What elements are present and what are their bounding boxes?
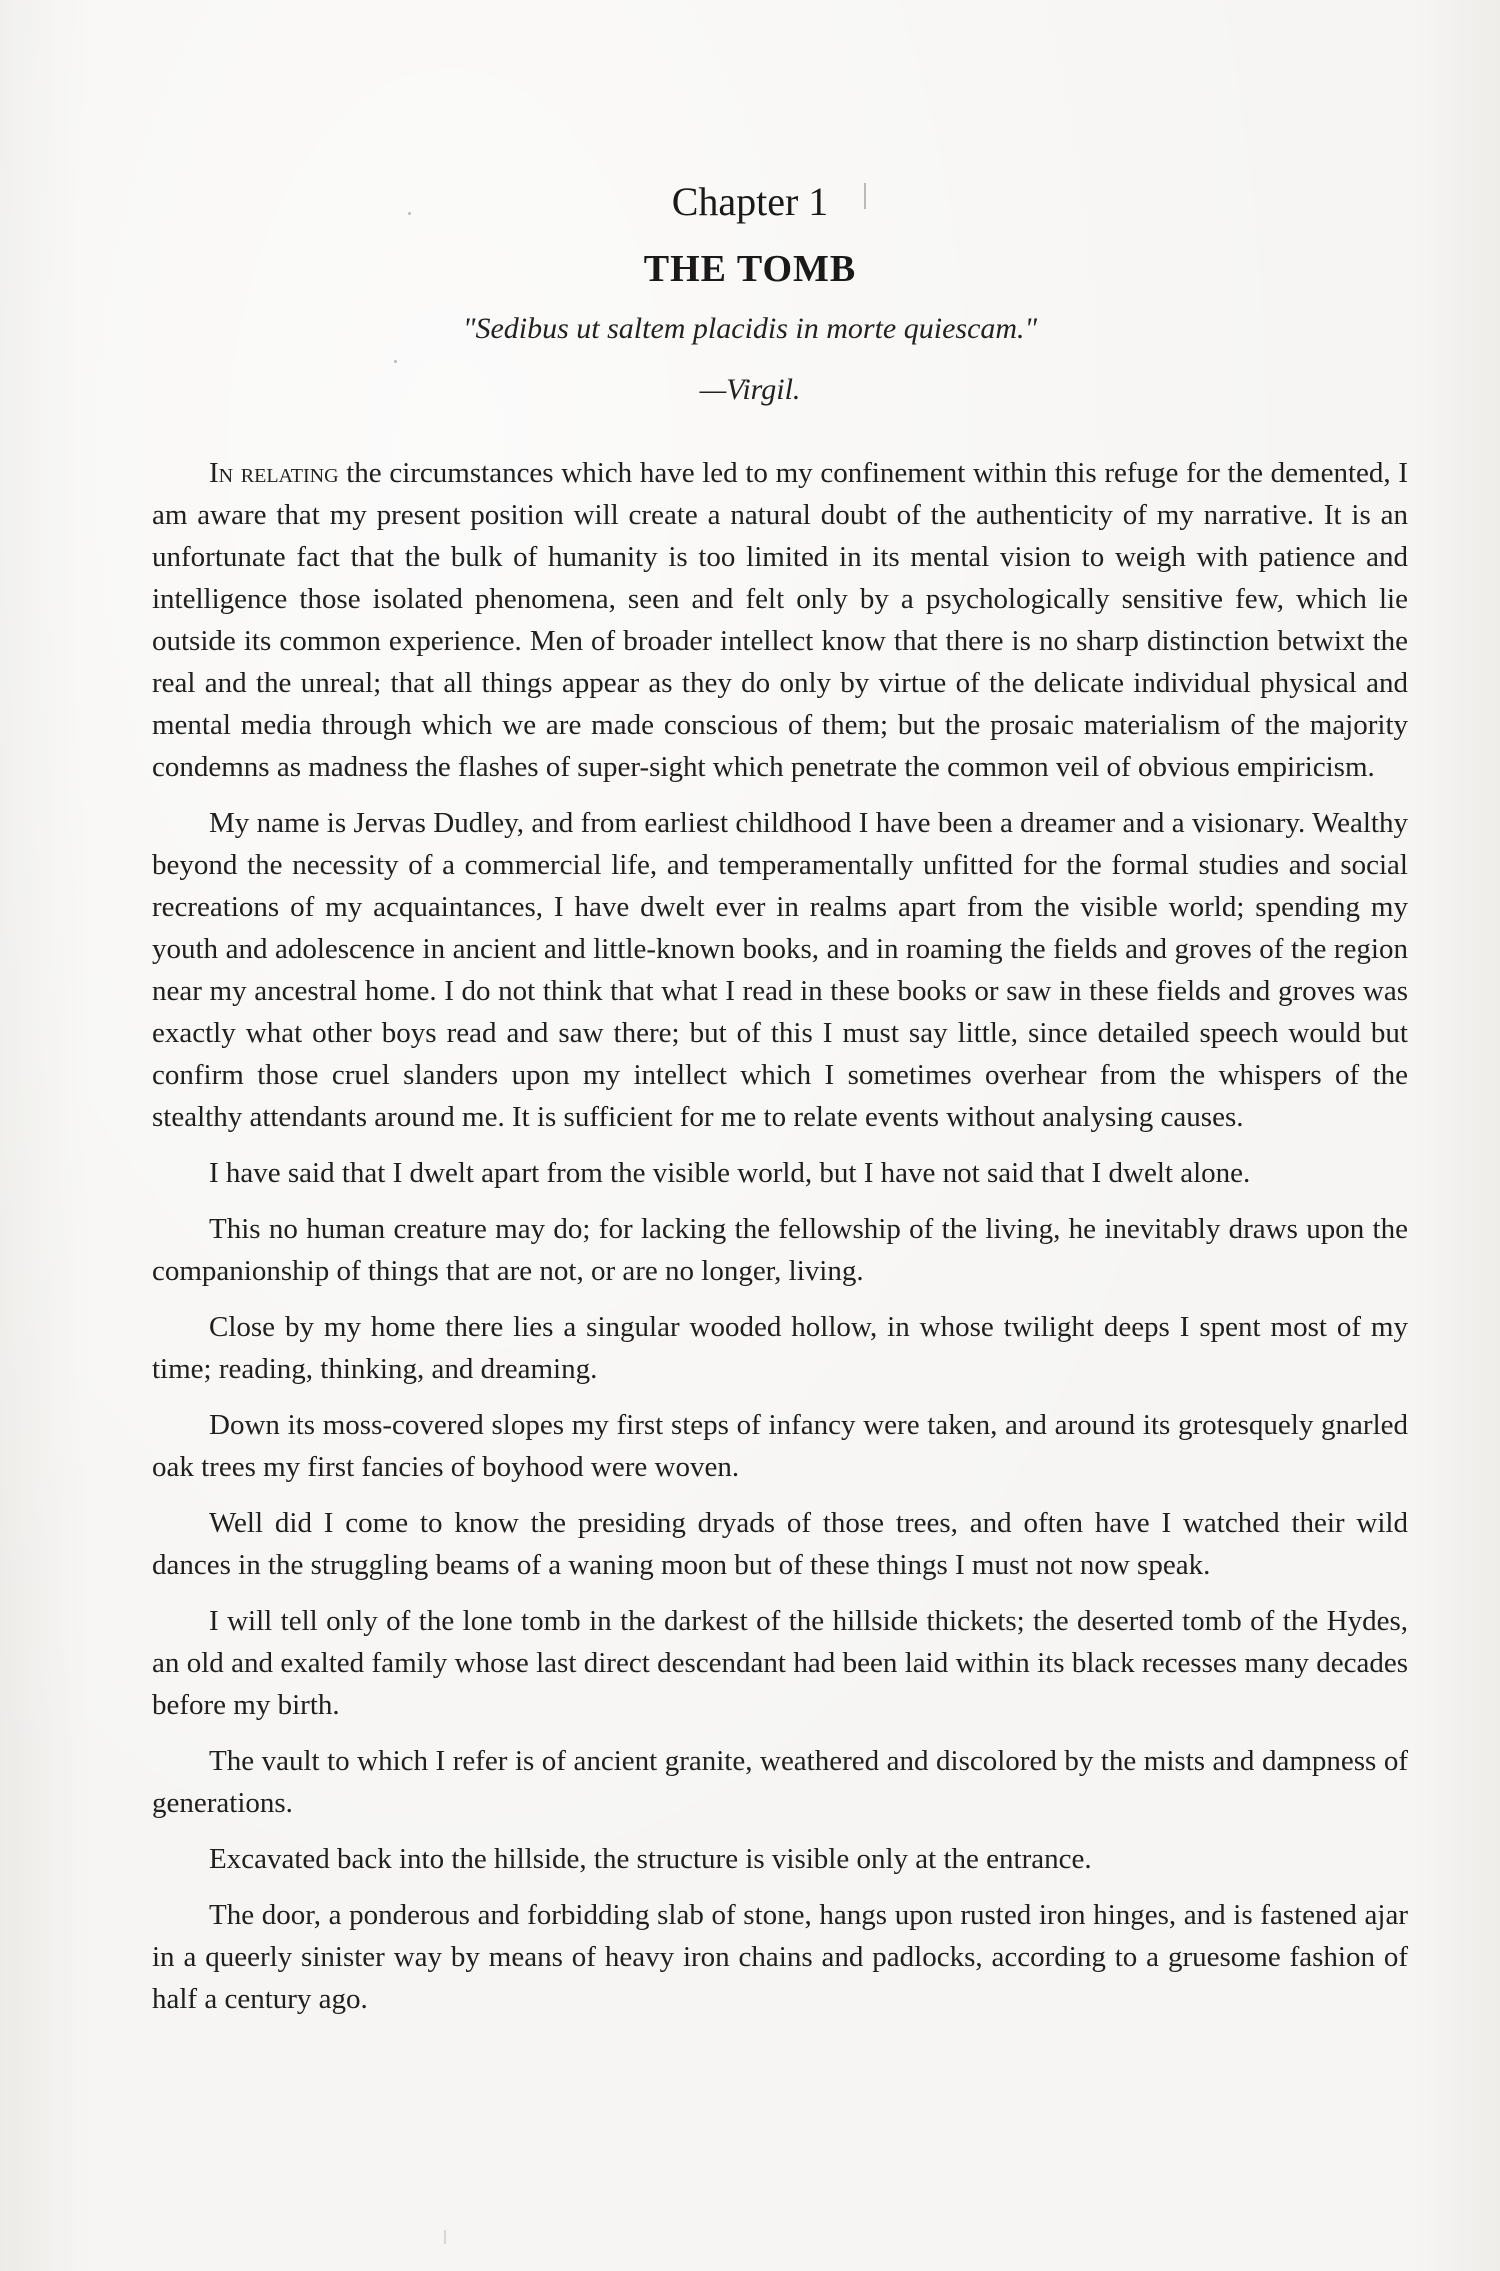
epigraph-quote: "Sedibus ut saltem placidis in morte quiescam." xyxy=(462,312,1038,345)
paragraph: Excavated back into the hillside, the structure is visible only at the entrance. xyxy=(209,1843,1092,1875)
paragraph: I will tell only of the lone tomb in the darkest of the hillside thickets; the deserted tomb of the Hydes, an old and exalted family whose last direct descendant had been laid within its black recesses many decades before my birth. xyxy=(152,1605,1408,1721)
paragraph: I have said that I dwelt apart from the visible world, but I have not said that I dwelt alone. xyxy=(209,1157,1251,1189)
paragraph: My name is Jervas Dudley, and from earliest childhood I have been a dreamer and a visionary. Wealthy beyond the necessity of a commercial life, and temperamentally unfitted for the formal studies and social recreations of my acquaintances, I have dwelt ever in realms apart from the visible world; spending my youth and adolescence in ancient and little-known books, and in roaming the fields and groves of the region near my ancestral home. I do not think that what I read in these books or saw in these fields and groves was exactly what other boys read and saw there; but of this I must say little, since detailed speech would but confirm those cruel slanders upon my intellect which I sometimes overhear from the whispers of the stealthy attendants around me. It is sufficient for me to relate events without analysing causes. xyxy=(152,807,1408,1133)
chapter-title: THE TOMB xyxy=(643,248,857,290)
paragraph: Close by my home there lies a singular wooded hollow, in whose twilight deeps I spent most of my time; reading, thinking, and dreaming. xyxy=(152,1311,1408,1385)
paragraph: The door, a ponderous and forbidding slab of stone, hangs upon rusted iron hinges, and is fastened ajar in a queerly sinister way by means of heavy iron chains and padlocks, according to a gruesome fashion of half a century ago. xyxy=(152,1899,1408,2015)
chapter-number: Chapter 1 xyxy=(671,179,829,224)
scan-speck xyxy=(444,2230,446,2244)
scan-speck xyxy=(394,360,397,363)
epigraph-attribution: —Virgil. xyxy=(699,373,801,406)
paragraph xyxy=(152,452,1408,788)
paragraph: Well did I come to know the presiding dryads of those trees, and often have I watched their wild dances in the struggling beams of a waning moon but of these things I must not now speak. xyxy=(152,1507,1408,1581)
paragraph-text: the circumstances which have led to my confinement within this refuge for the demented, I am aware that my present position will create a natural doubt of the authenticity of my narrative. It is an unfortunate fact that the bulk of humanity is too limited in its mental vision to weigh with patience and intelligence those isolated phenomena, seen and felt only by a psychologically sensitive few, which lie outside its common experience. Men of broader intellect know that there is no sharp distinction betwixt the real and the unreal; that all things appear as they do only by virtue of the delicate individual physical and mental media through which we are made conscious of them; but the prosaic materialism of the majority condemns as madness the flashes of super-sight which penetrate the common veil of obvious empiricism. xyxy=(152,457,1408,783)
paragraph: This no human creature may do; for lacking the fellowship of the living, he inevitably draws upon the companionship of things that are not, or are no longer, living. xyxy=(152,1213,1408,1287)
chapter-body xyxy=(152,452,1408,2034)
paragraph-lead-in: In relating xyxy=(209,457,339,489)
paragraph: The vault to which I refer is of ancient granite, weathered and discolored by the mists and dampness of generations. xyxy=(152,1745,1408,1819)
paragraph: Down its moss-covered slopes my first steps of infancy were taken, and around its grotesquely gnarled oak trees my first fancies of boyhood were woven. xyxy=(152,1409,1408,1483)
